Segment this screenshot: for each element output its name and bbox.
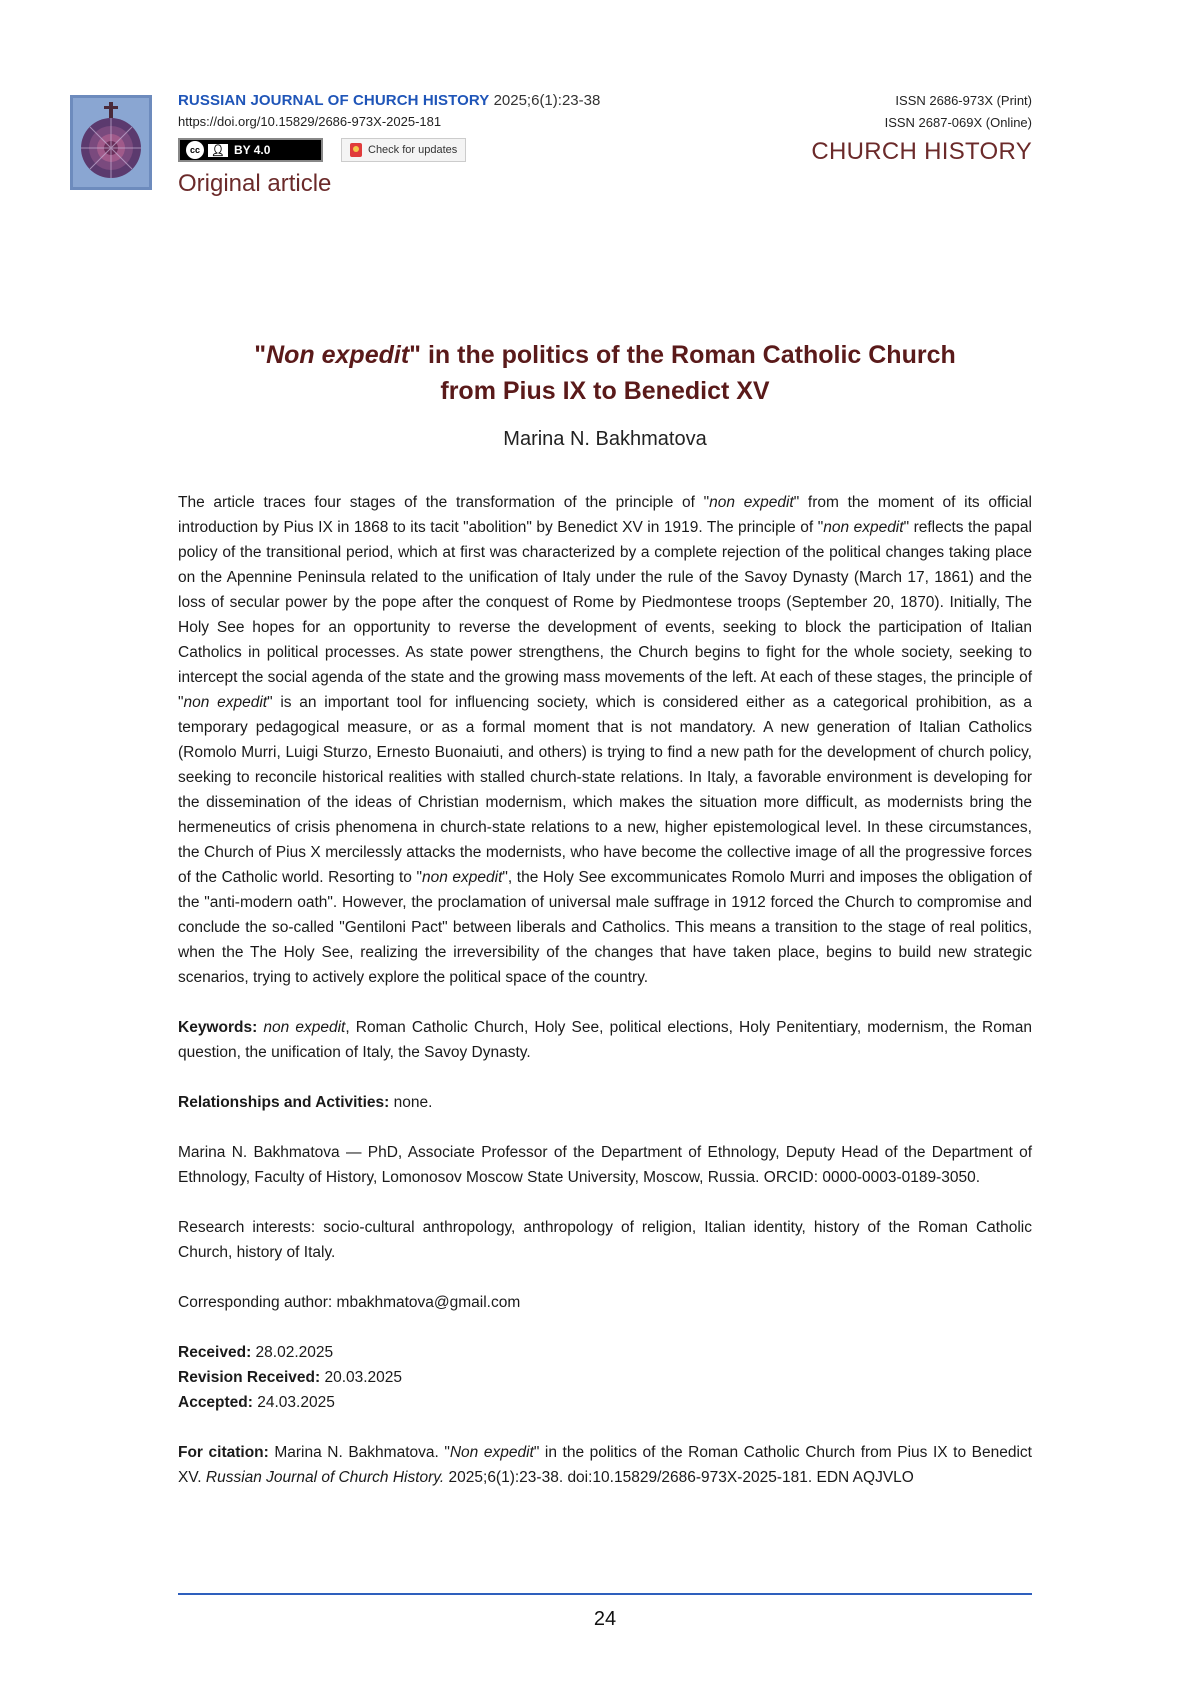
church-emblem-icon [73,98,149,187]
corresponding-author: Corresponding author: mbakhmatova@gmail.com [178,1290,1032,1315]
crossmark-icon [350,143,362,157]
abstract-text: ", the Holy See excommunicates Romolo Murri and imposes the obligation of the "anti-modern oath". However, the proclamation of universal male suffrage in 1912 forced the Church to compromise and conclude the so-called "Gentiloni Pact" between liberals and Catholics. This means a transition to the stage of real politics, when the The Holy See, realizing the irreversibility of the changes that have taken place, begins to build new strategic scenarios, trying to actively explore the political space of the country. [178,869,1032,986]
abstract [178,490,1032,990]
author-name: Marina N. Bakhmatova [178,428,1032,451]
relationships-value: none. [389,1094,432,1111]
citation-label: For citation: [178,1444,269,1461]
abstract-text: " from the moment of its official introduction by Pius IX in 1868 to its tacit "abolition" by Benedict XV in 1919. The principle of " [178,494,1032,536]
relationships [178,1090,1032,1115]
cc-license-badge[interactable] [178,138,323,162]
section-name: CHURCH HISTORY [811,138,1032,166]
article-body [178,490,1032,1515]
research-interests: Research interests: socio-cultural anthropology, anthropology of religion, Italian identity, history of the Roman Catholic Church, history of Italy. [178,1215,1032,1265]
relationships-label: Relationships and Activities: [178,1094,389,1111]
revision-date [178,1365,1032,1390]
article-type: Original article [178,170,600,198]
citation-text: 2025;6(1):23-38. doi:10.15829/2686-973X-2025-181. EDN AQJVLO [444,1469,914,1486]
page-number: 24 [178,1608,1032,1631]
issn-print: ISSN 2686-973X (Print) [811,90,1032,112]
journal-name[interactable]: RUSSIAN JOURNAL OF CHURCH HISTORY [178,92,489,109]
keywords-text: , Roman Catholic Church, Holy See, political elections, Holy Penitentiary, modernism, the Roman question, the unification of Italy, the Savoy Dynasty. [178,1019,1032,1061]
citation-journal: Russian Journal of Church History. [206,1469,444,1486]
abstract-text: " is an important tool for influencing society, which is considered either as a categorical prohibition, as a temporary pedagogical measure, or as a formal moment that is not mandatory. A new generation of Italian Catholics (Romolo Murri, Luigi Sturzo, Ernesto Buonaiuti, and others) is trying to find a new path for the development of church policy, seeking to reconcile historical realities with stalled church-state relations. In Italy, a favorable environment is developing for the dissemination of the ideas of Christian modernism, which makes the situation more difficult, as modernists bring the hermeneutics of crisis phenomena in church-state relations to a new, higher epistemological level. In these circumstances, the Church of Pius X mercilessly attacks the modernists, who have become the collective image of all the progressive forces of the Catholic world. Resorting to " [178,694,1032,886]
received-date [178,1340,1032,1365]
accepted-date [178,1390,1032,1415]
received-value: 28.02.2025 [251,1344,333,1361]
citation [178,1440,1032,1490]
accepted-value: 24.03.2025 [253,1394,335,1411]
abstract-text: The article traces four stages of the transformation of the principle of " [178,494,709,511]
journal-issue: 2025;6(1):23-38 [494,92,601,109]
footer-rule [178,1593,1032,1595]
abstract-italic: non expedit [422,869,502,886]
cc-icon: cc [186,141,204,159]
revision-value: 20.03.2025 [320,1369,402,1386]
title-italic: Non expedit [266,341,409,369]
license-label: BY 4.0 [234,143,270,157]
citation-text: " in the politics of the Roman Catholic Church from Pius IX to Benedict XV. [178,1444,1032,1486]
check-updates-label: Check for updates [368,144,457,156]
issn-block [811,90,1032,166]
title-line2: from Pius IX to Benedict XV [440,377,769,405]
abstract-italic: non expedit [823,519,903,536]
journal-logo [70,95,152,190]
citation-italic: Non expedit [450,1444,534,1461]
issn-online: ISSN 2687-069X (Online) [811,112,1032,134]
by-icon: 👤︎ [208,144,228,157]
title-line1: " in the politics of the Roman Catholic Church [409,341,956,369]
revision-label: Revision Received: [178,1369,320,1386]
abstract-italic: non expedit [709,494,794,511]
journal-header [178,90,600,198]
keywords [178,1015,1032,1065]
accepted-label: Accepted: [178,1394,253,1411]
abstract-text: " reflects the papal policy of the transitional period, which at first was characterized by a complete rejection of the political changes taking place on the Apennine Peninsula related to the unification of Italy under the rule of the Savoy Dynasty (March 17, 1861) and the loss of secular power by the pope after the conquest of Rome by Piedmontese troops (September 20, 1870). Initially, The Holy See hopes for an opportunity to reverse the development of events, seeking to block the participation of Italian Catholics in political processes. As state power strengthens, the Church begins to fight for the whole society, seeking to intercept the social agenda of the state and the growing mass movements of the left. At each of these stages, the principle of " [178,519,1032,711]
author-info: Marina N. Bakhmatova — PhD, Associate Professor of the Department of Ethnology, Deputy Head of the Department of Ethnology, Faculty of History, Lomonosov Moscow State University, Moscow, Russia. ORCID: 0000-0003-0189-3050. [178,1140,1032,1190]
title-quote: " [254,341,266,369]
citation-text: Marina N. Bakhmatova. " [269,1444,450,1461]
article-title [178,337,1032,409]
abstract-italic: non expedit [184,694,268,711]
keywords-label: Keywords: [178,1019,257,1036]
journal-title-line [178,90,600,112]
received-label: Received: [178,1344,251,1361]
keywords-italic: non expedit [263,1019,345,1036]
check-for-updates-badge[interactable] [341,138,466,162]
badges-row [178,138,600,164]
doi-link[interactable]: https://doi.org/10.15829/2686-973X-2025-181 [178,112,600,132]
